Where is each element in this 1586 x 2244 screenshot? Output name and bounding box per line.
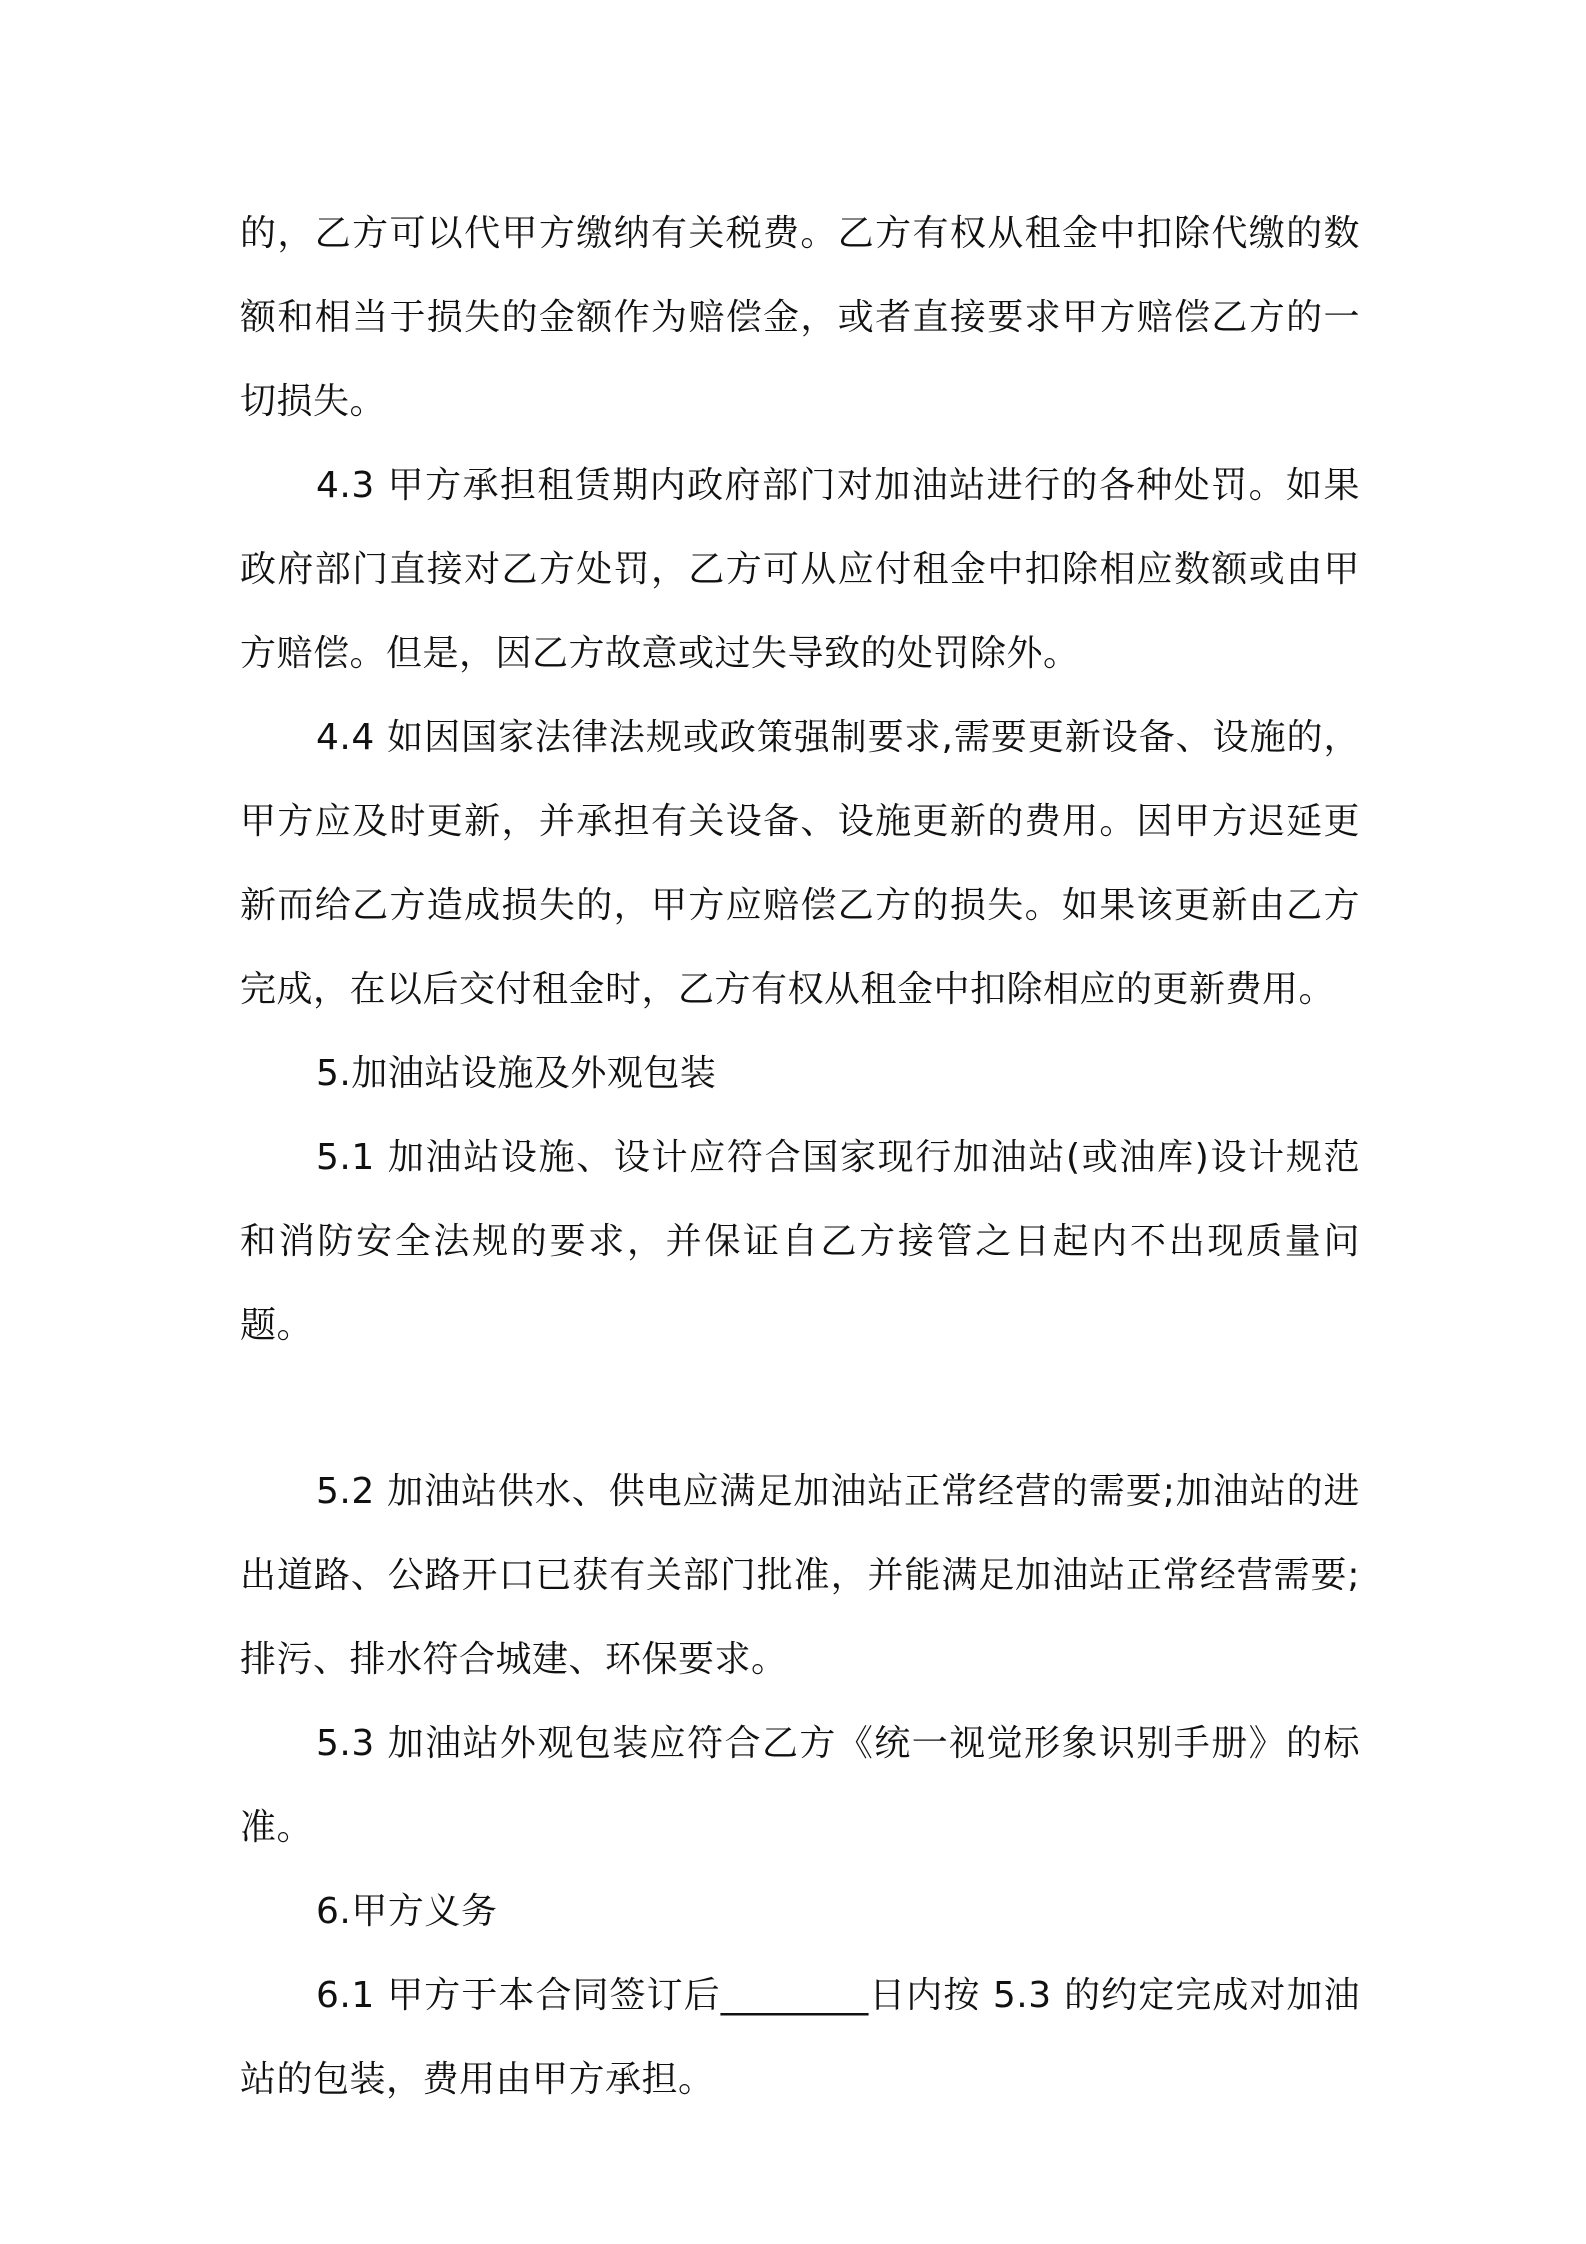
clause-5-1: 5.1 加油站设施、设计应符合国家现行加油站(或油库)设计规范和消防安全法规的要求，并保证自乙方接管之日起内不出现质量问题。 bbox=[240, 1137, 1360, 1346]
blank-space bbox=[240, 1368, 1360, 1450]
paragraph-continuation: 的，乙方可以代甲方缴纳有关税费。乙方有权从租金中扣除代缴的数额和相当于损失的金额作为赔偿金，或者直接要求甲方赔偿乙方的一切损失。 bbox=[240, 213, 1360, 422]
section-heading-6: 6.甲方义务 bbox=[316, 1891, 498, 1932]
clause-4-3: 4.3 甲方承担租赁期内政府部门对加油站进行的各种处罚。如果政府部门直接对乙方处罚，乙方可从应付租金中扣除相应数额或由甲方赔偿。但是，因乙方故意或过失导致的处罚除外。 bbox=[240, 465, 1360, 674]
section-heading-5: 5.加油站设施及外观包装 bbox=[316, 1053, 717, 1094]
clause-4-4: 4.4 如因国家法律法规或政策强制要求,需要更新设备、设施的，甲方应及时更新，并承担有关设备、设施更新的费用。因甲方迟延更新而给乙方造成损失的，甲方应赔偿乙方的损失。如果该更新由乙方完成，在以后交付租金时，乙方有权从租金中扣除相应的更新费用。 bbox=[240, 717, 1360, 1010]
clause-5-2: 5.2 加油站供水、供电应满足加油站正常经营的需要;加油站的进出道路、公路开口已获有关部门批准，并能满足加油站正常经营需要;排污、排水符合城建、环保要求。 bbox=[240, 1471, 1360, 1680]
clause-5-3: 5.3 加油站外观包装应符合乙方《统一视觉形象识别手册》的标准。 bbox=[240, 1723, 1360, 1848]
contract-body bbox=[240, 192, 1360, 2122]
clause-6-1: 6.1 甲方于本合同签订后________日内按 5.3 的约定完成对加油站的包装，费用由甲方承担。 bbox=[240, 1975, 1360, 2100]
